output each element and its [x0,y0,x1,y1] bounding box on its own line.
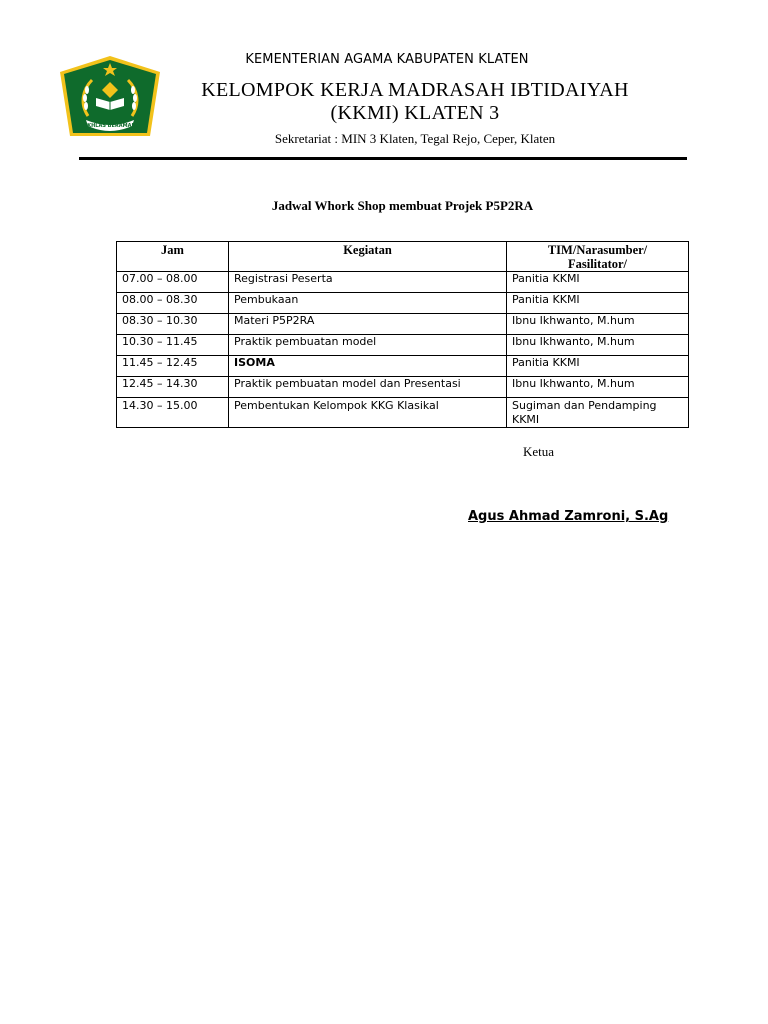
table-row [117,335,689,356]
organization-name-line1: KELOMPOK KERJA MADRASAH IBTIDAIYAH [201,79,629,101]
table-row [117,293,689,314]
header-tim-line1: TIM/Narasumber/ [547,243,648,257]
header-tim-line2: Fasilitator/ [567,257,627,271]
row-team: Ibnu Ikhwanto, M.hum [507,377,689,398]
row-activity: Pembukaan [229,293,507,314]
row-team: Panitia KKMI [507,356,689,377]
organization-name [120,79,710,125]
row-team: Ibnu Ikhwanto, M.hum [507,335,689,356]
header-kegiatan: Kegiatan [229,242,507,272]
header-divider [79,157,687,160]
table-row [117,398,689,428]
schedule-table [116,241,689,428]
table-header-row [117,242,689,272]
row-team: Panitia KKMI [507,293,689,314]
organization-name-line2: (KKMI) KLATEN 3 [330,102,500,124]
row-team: Sugiman dan Pendamping KKMI [507,398,689,428]
row-activity: Praktik pembuatan model [229,335,507,356]
table-row [117,272,689,293]
signature-role: Ketua [523,444,555,459]
row-time: 08.30 – 10.30 [117,314,229,335]
ministry-name: KEMENTERIAN AGAMA KABUPATEN KLATEN [245,52,529,67]
row-activity: Registrasi Peserta [229,272,507,293]
logo-motto: IKHLAS BERAMAL [85,123,135,129]
row-time: 10.30 – 11.45 [117,335,229,356]
table-row [117,314,689,335]
row-activity: ISOMA [229,356,507,377]
table-row [117,356,689,377]
row-activity: Pembentukan Kelompok KKG Klasikal [229,398,507,428]
row-activity: Praktik pembuatan model dan Presentasi [229,377,507,398]
row-time: 14.30 – 15.00 [117,398,229,428]
header-jam: Jam [117,242,229,272]
row-time: 11.45 – 12.45 [117,356,229,377]
row-time: 07.00 – 08.00 [117,272,229,293]
signer-name: Agus Ahmad Zamroni, S.Ag [468,509,669,524]
header-tim [507,242,689,272]
row-time: 12.45 – 14.30 [117,377,229,398]
table-row [117,377,689,398]
row-team: Panitia KKMI [507,272,689,293]
row-time: 08.00 – 08.30 [117,293,229,314]
secretariat-address: Sekretariat : MIN 3 Klaten, Tegal Rejo, Ceper, Klaten [274,131,556,146]
row-activity: Materi P5P2RA [229,314,507,335]
row-team: Ibnu Ikhwanto, M.hum [507,314,689,335]
document-title: Jadwal Whork Shop membuat Projek P5P2RA [271,198,534,213]
